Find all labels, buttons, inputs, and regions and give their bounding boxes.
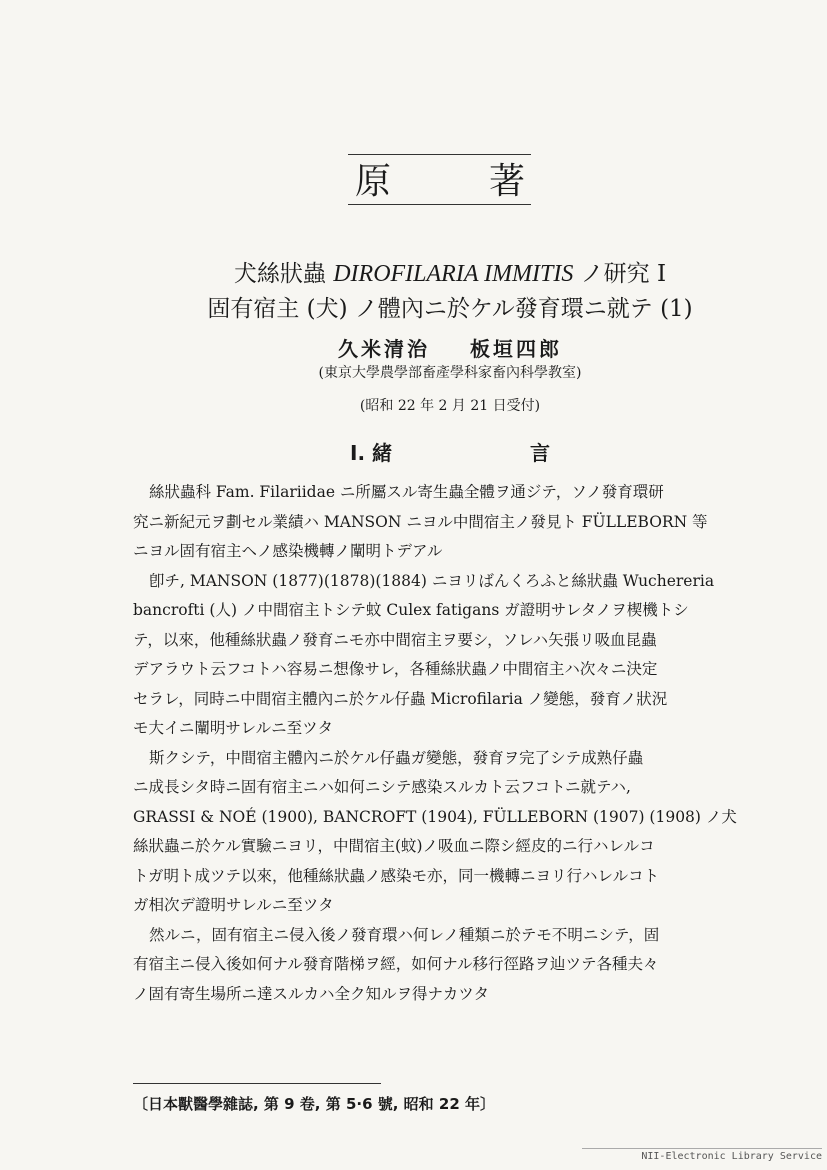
- paragraph-line: デアラウト云フコトハ容易ニ想像サレ，各種絲狀蟲ノ中間宿主ハ次々ニ決定: [133, 660, 658, 678]
- paragraph-line: 究ニ新紀元ヲ劃セル業績ハ MANSON ニヨル中間宿主ノ發見ト FÜLLEBORN 等: [133, 512, 708, 531]
- paragraph-line: bancrofti (人) ノ中間宿主トシテ蚊 Culex fatigans ガ證明サレタノヲ楔機トシ: [133, 601, 689, 619]
- footnote-rule: [133, 1083, 381, 1084]
- journal-citation: 〔日本獸醫學雜誌, 第 9 卷, 第 5·6 號, 昭和 22 年〕: [133, 1095, 495, 1113]
- paragraph-line: モ大イニ闡明サレルニ至ツタ: [133, 719, 334, 737]
- paragraph-line: トガ明ト成ツテ以來，他種絲狀蟲ノ感染モ亦，同一機轉ニヨリ行ハレルコト: [133, 866, 660, 885]
- paragraph-line: セラレ，同時ニ中間宿主體內ニ於ケル仔蟲 Microfilaria ノ變態，發育ノ狀況: [133, 689, 668, 708]
- paragraph: [133, 921, 753, 1010]
- title-latin: DIROFILARIA IMMITIS: [333, 261, 574, 287]
- authors: [250, 333, 650, 362]
- title-prefix: 犬絲狀蟲: [233, 261, 334, 287]
- paragraph-line: 絲狀蟲科 Fam. Filariidae ニ所屬スル寄生蟲全體ヲ通ジテ，ソノ發育環研: [149, 483, 664, 501]
- received-date: (昭和 22 年 2 月 21 日受付): [359, 398, 541, 414]
- title-line-2: 固有宿主 (犬) ノ體內ニ於ケル發育環ニ就テ (1): [207, 296, 693, 322]
- author-1: 久米清治: [338, 337, 430, 361]
- paragraph-line: ガ相次デ證明サレルニ至ツタ: [133, 896, 334, 914]
- section-title-part-2: 言: [530, 441, 550, 465]
- paragraph-line: 絲狀蟲ニ於ケル實驗ニヨリ，中間宿主(蚊)ノ吸血ニ際シ經皮的ニ行ハレルコ: [133, 837, 655, 855]
- paragraph-line: GRASSI & NOÉ (1900), BANCROFT (1904), FÜLLEBORN (1907) (1908) ノ犬: [133, 807, 737, 826]
- title-line-1: [150, 255, 750, 288]
- paragraph-line: 有宿主ニ侵入後如何ナル發育階梯ヲ經，如何ナル移行徑路ヲ辿ツテ各種夫々: [133, 955, 659, 973]
- paragraph-line: ニ成長シタ時ニ固有宿主ニハ如何ニシテ感染スルカト云フコトニ就テハ,: [133, 778, 631, 796]
- paragraph: [133, 478, 753, 567]
- paragraph-line: 然ルニ，固有宿主ニ侵入後ノ發育環ハ何レノ種類ニ於テモ不明ニシテ，固: [149, 925, 660, 944]
- paragraph-line: テ，以來，他種絲狀蟲ノ發育ニモ亦中間宿主ヲ要シ，ソレハ矢張リ吸血昆蟲: [133, 630, 657, 649]
- section-heading-char-2: 著: [488, 161, 525, 202]
- section-heading: [355, 157, 525, 207]
- title-suffix: ノ研究 I: [573, 261, 667, 287]
- paragraph: [133, 744, 753, 921]
- section-heading-char-1: 原: [355, 161, 392, 202]
- footer-service-note: NII-Electronic Library Service: [582, 1148, 822, 1162]
- section-title-part-1: I. 緒: [350, 441, 393, 465]
- paragraph-line: ニヨル固有宿主ヘノ感染機轉ノ闡明トデアル: [133, 542, 443, 560]
- affiliation: (東京大學農學部畜產學科家畜內科學教室): [318, 365, 582, 381]
- heading-rule-top: [348, 154, 531, 155]
- author-2: 板垣四郎: [470, 337, 562, 361]
- paragraph: [133, 567, 753, 744]
- paragraph-line: 斯クシテ，中間宿主體內ニ於ケル仔蟲ガ變態，發育ヲ完了シテ成熟仔蟲: [149, 748, 644, 767]
- heading-rule-bottom: [348, 204, 531, 205]
- section-title: [350, 437, 550, 466]
- body-text: [133, 478, 753, 1009]
- paragraph-line: ノ固有寄生場所ニ達スルカハ全ク知ルヲ得ナカツタ: [133, 984, 490, 1003]
- paragraph-line: 卽チ, MANSON (1877)(1878)(1884) ニヨリばんくろふと絲狀蟲 Wuchereria: [149, 571, 715, 590]
